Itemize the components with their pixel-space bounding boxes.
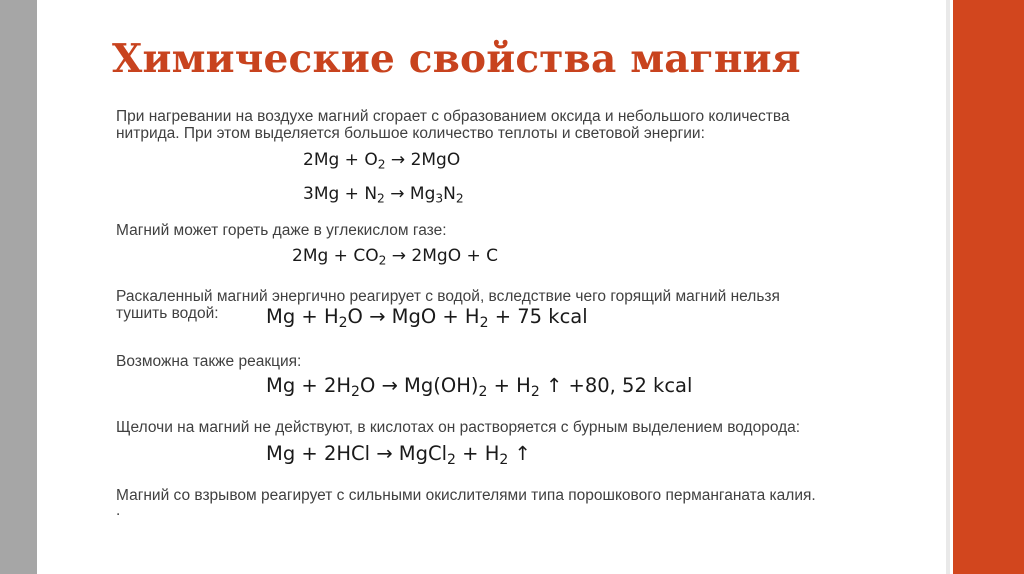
paragraph-combustion-line1: При нагревании на воздухе магний сгорает с образованием оксида и небольшого количества [116,108,790,125]
left-accent-bar [0,0,37,574]
equation-mg-co2: $2Mg + CO_2 \to 2MgO + C$ [292,246,499,268]
trailing-dot: . [116,502,121,519]
equation-mg-hydroxide: $Mg + 2H_2O \to Mg(OH)_2 + H_2$ ↑ +80, 52 kcal [266,374,693,400]
right-divider-stripe [946,0,950,574]
equation-mg-oxide: $2Mg + O_2 \to 2MgO$ [303,150,461,172]
slide-title: Химические свойства магния [112,36,801,82]
equation-mg-hcl: Mg + 2HCl → MgCl$_2$ + $H_2$ ↑ [266,442,531,468]
equation-mg-nitride: $3Mg + N_2 \to Mg_3N_2$ [303,184,464,206]
paragraph-oxidizers: Магний со взрывом реагирует с сильными окислителями типа порошкового перманганата калия. [116,487,816,504]
paragraph-water-line2: тушить водой: [116,305,219,322]
paragraph-acids: Щелочи на магний не действуют, в кислотах он растворяется с бурным выделением водорода: [116,419,801,436]
equation-mg-water: $Mg + H_2O$ → MgO + $H_2 + 75$ kcal [266,305,588,331]
paragraph-water-line1: Раскаленный магний энергично реагирует с водой, вследствие чего горящий магний нельзя [116,288,780,305]
paragraph-co2: Магний может гореть даже в углекислом газе: [116,222,447,239]
paragraph-combustion-line2: нитрида. При этом выделяется большое количество теплоты и световой энергии: [116,125,705,142]
paragraph-possible-reaction: Возможна также реакция: [116,353,302,370]
right-accent-bar [953,0,1024,574]
